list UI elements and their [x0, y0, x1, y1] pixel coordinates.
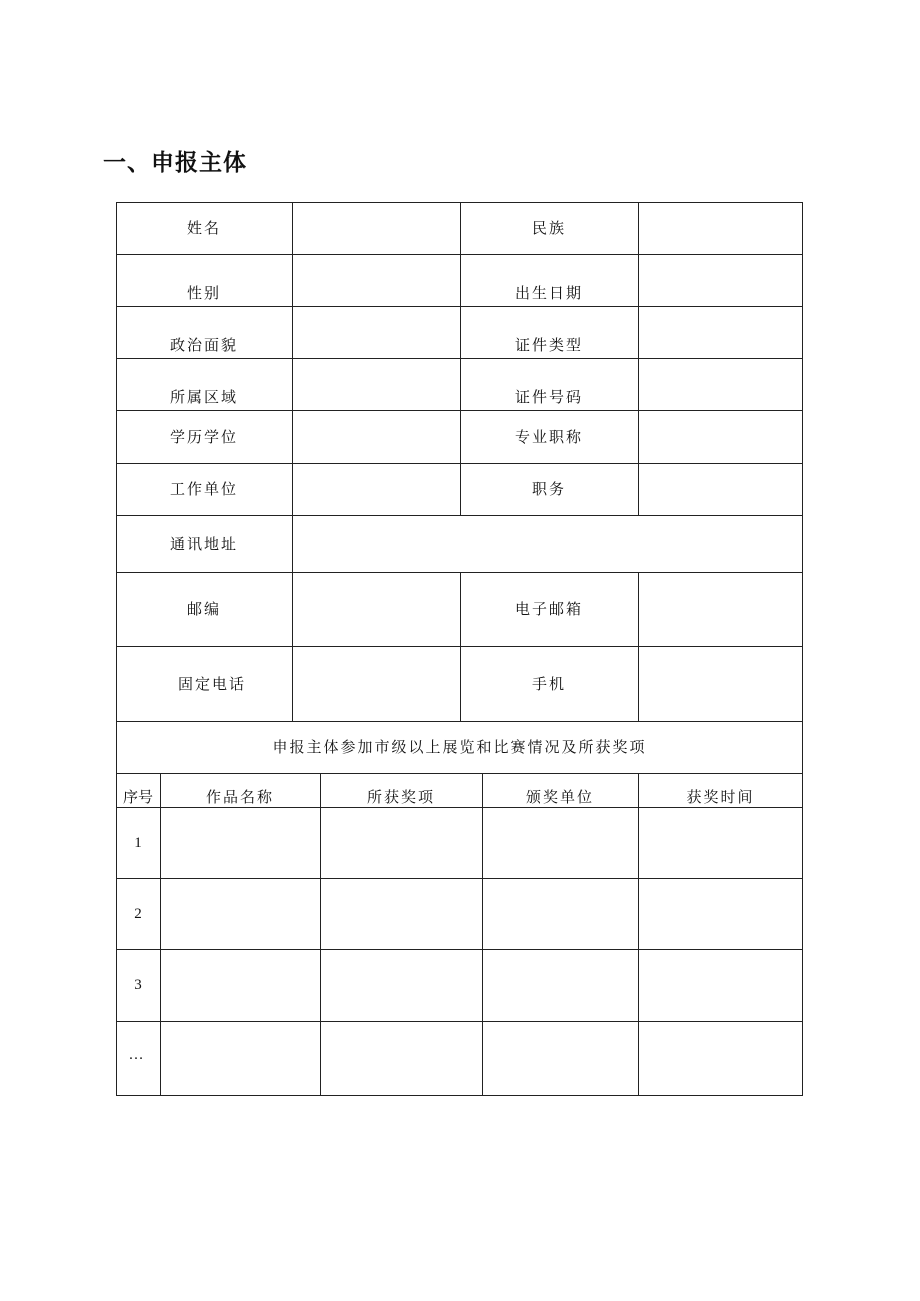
award-date-cell[interactable]	[639, 950, 802, 1021]
birthdate-label: 出生日期	[514, 284, 583, 302]
political-status-label: 政治面貌	[169, 336, 238, 354]
landline-field[interactable]	[293, 647, 460, 721]
id-type-label: 证件类型	[514, 336, 583, 354]
work-title-cell[interactable]	[161, 808, 320, 878]
column-header-award-date: 获奖时间	[686, 788, 755, 806]
awards-section-title: 申报主体参加市级以上展览和比赛情况及所获奖项	[272, 738, 647, 756]
issuer-cell[interactable]	[483, 808, 638, 878]
email-field[interactable]	[639, 573, 802, 646]
gender-label: 性别	[186, 284, 221, 302]
ethnicity-field[interactable]	[639, 203, 802, 254]
row-index: 2	[134, 905, 142, 922]
work-title-cell[interactable]	[161, 950, 320, 1021]
region-field[interactable]	[293, 359, 460, 410]
column-header-index: 序号	[122, 788, 153, 806]
address-label: 通讯地址	[169, 534, 238, 553]
award-cell[interactable]	[321, 808, 482, 878]
birthdate-field[interactable]	[639, 255, 802, 306]
award-cell[interactable]	[321, 950, 482, 1021]
column-header-award: 所获奖项	[366, 788, 435, 806]
mobile-field[interactable]	[639, 647, 802, 721]
work-title-cell[interactable]	[161, 1022, 320, 1095]
mobile-label: 手机	[531, 674, 566, 693]
row-index: 1	[134, 834, 142, 851]
postcode-label: 邮编	[186, 600, 221, 618]
row-index: …	[128, 1047, 148, 1063]
address-field[interactable]	[293, 516, 802, 572]
issuer-cell[interactable]	[483, 1022, 638, 1095]
position-label: 职务	[531, 480, 566, 498]
name-field[interactable]	[293, 203, 460, 254]
professional-title-label: 专业职称	[514, 427, 583, 446]
award-date-cell[interactable]	[639, 1022, 802, 1095]
name-label: 姓名	[186, 219, 221, 237]
id-number-field[interactable]	[639, 359, 802, 410]
award-date-cell[interactable]	[639, 808, 802, 878]
landline-label: 固定电话	[177, 674, 246, 693]
award-date-cell[interactable]	[639, 879, 802, 949]
work-title-cell[interactable]	[161, 879, 320, 949]
ethnicity-label: 民族	[531, 219, 566, 237]
issuer-cell[interactable]	[483, 879, 638, 949]
political-status-field[interactable]	[293, 307, 460, 358]
row-index: 3	[134, 977, 142, 993]
id-number-label: 证件号码	[514, 388, 583, 406]
section-heading: 一、申报主体	[103, 150, 247, 176]
employer-field[interactable]	[293, 464, 460, 515]
issuer-cell[interactable]	[483, 950, 638, 1021]
position-field[interactable]	[639, 464, 802, 515]
education-field[interactable]	[293, 411, 460, 463]
award-cell[interactable]	[321, 1022, 482, 1095]
gender-field[interactable]	[293, 255, 460, 306]
id-type-field[interactable]	[639, 307, 802, 358]
column-header-issuer: 颁奖单位	[525, 788, 594, 806]
postcode-field[interactable]	[293, 573, 460, 646]
employer-label: 工作单位	[169, 480, 238, 498]
award-cell[interactable]	[321, 879, 482, 949]
column-header-work-title: 作品名称	[205, 788, 274, 806]
region-label: 所属区域	[169, 388, 238, 406]
education-label: 学历学位	[169, 427, 238, 446]
professional-title-field[interactable]	[639, 411, 802, 463]
email-label: 电子邮箱	[514, 600, 583, 618]
